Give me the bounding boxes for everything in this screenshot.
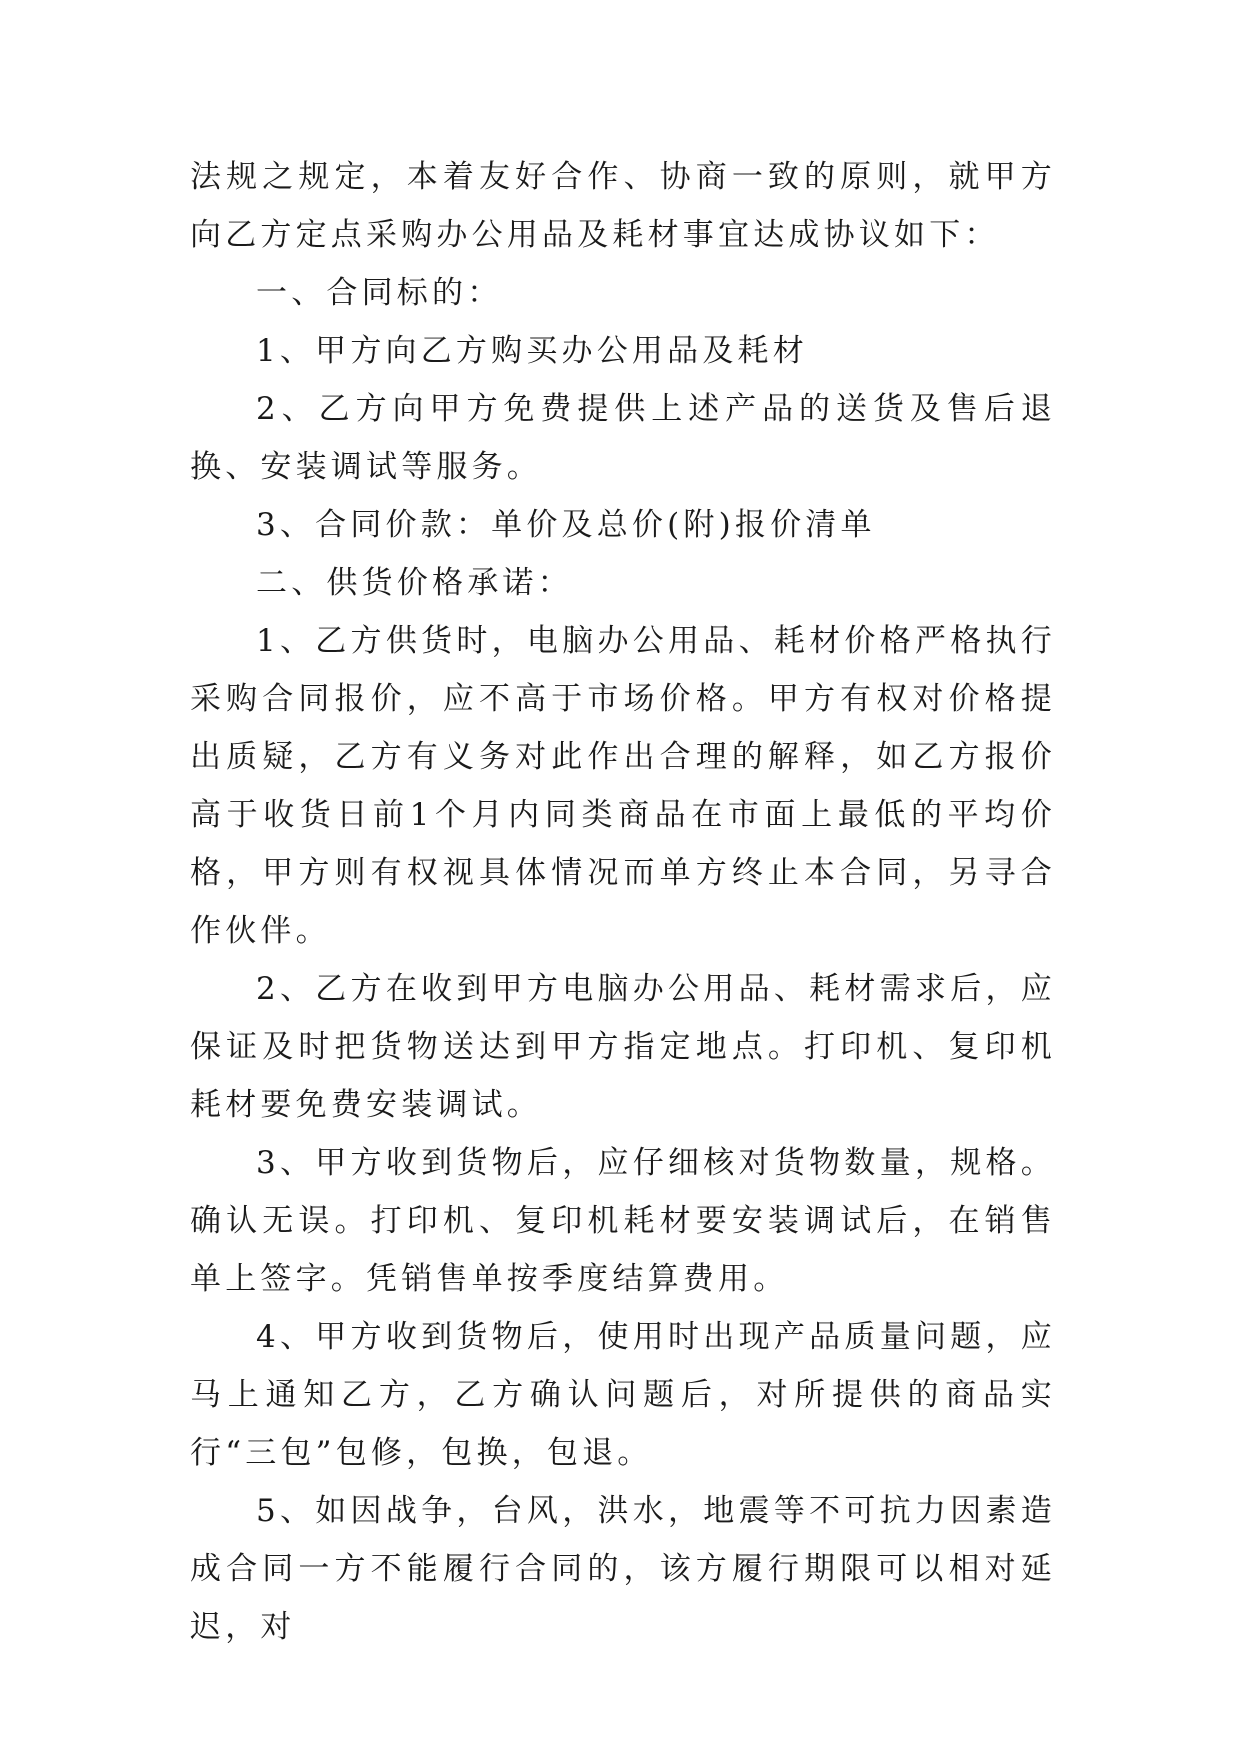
clause-2-2: 2、乙方在收到甲方电脑办公用品、耗材需求后，应保证及时把货物送达到甲方指定地点。打印机、复印机耗材要免费安装调试。 (190, 971, 1056, 1123)
clause-2-3: 3、甲方收到货物后，应仔细核对货物数量，规格。确认无误。打印机、复印机耗材要安装调试后，在销售单上签字。凭销售单按季度结算费用。 (190, 1145, 1056, 1297)
clause-2-5: 5、如因战争，台风，洪水，地震等不可抗力因素造成合同一方不能履行合同的，该方履行期限可以相对延迟，对 (190, 1493, 1056, 1645)
paragraph-preamble-continuation: 法规之规定，本着友好合作、协商一致的原则，就甲方向乙方定点采购办公用品及耗材事宜达成协议如下： (190, 159, 1056, 253)
section-heading-price-commitment: 二、供货价格承诺： (256, 565, 573, 601)
clause-1-2: 2、乙方向甲方免费提供上述产品的送货及售后退换、安装调试等服务。 (190, 391, 1056, 485)
section-heading-contract-subject: 一、合同标的： (256, 275, 503, 311)
clause-1-3: 3、合同价款：单价及总价(附)报价清单 (256, 507, 876, 543)
clause-1-1: 1、甲方向乙方购买办公用品及耗材 (256, 333, 808, 369)
document-body (190, 148, 1056, 1656)
clause-2-1: 1、乙方供货时，电脑办公用品、耗材价格严格执行采购合同报价，应不高于市场价格。甲方有权对价格提出质疑，乙方有义务对此作出合理的解释，如乙方报价高于收货日前1个月内同类商品在市面上最低的平均价格，甲方则有权视具体情况而单方终止本合同，另寻合作伙伴。 (190, 623, 1056, 949)
clause-2-4: 4、甲方收到货物后，使用时出现产品质量问题，应马上通知乙方，乙方确认问题后，对所提供的商品实行“三包”包修，包换，包退。 (190, 1319, 1056, 1471)
